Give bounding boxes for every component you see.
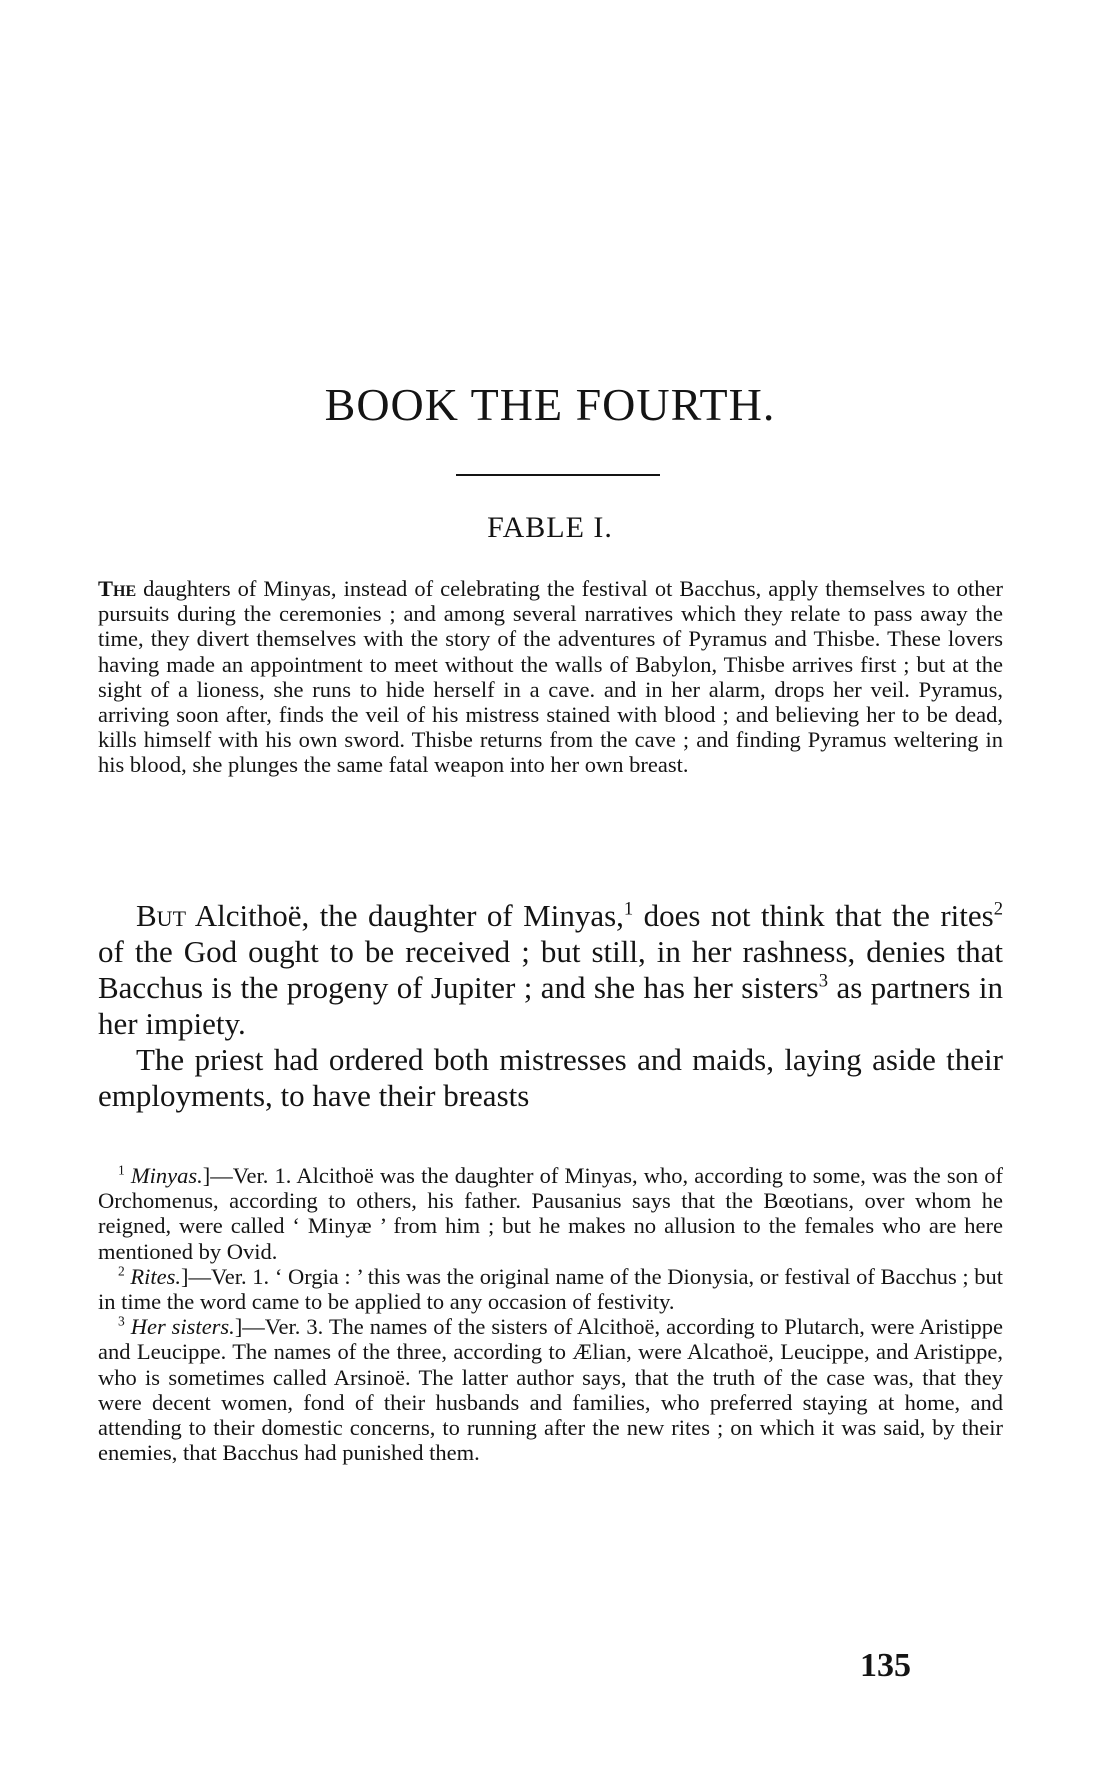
paragraph-1-part-a: Alcithoë, the daughter of Minyas, — [186, 898, 624, 933]
footnote-ref-3: 3 — [818, 970, 829, 992]
fable-argument — [98, 576, 1003, 778]
paragraph-1-part-b: does not think that the rites — [633, 898, 994, 933]
footnotes — [98, 1163, 1003, 1465]
footnote-ref-2: 2 — [993, 898, 1003, 920]
footnote-ref-1: 1 — [623, 898, 634, 920]
footnote-mark: 1 — [118, 1162, 125, 1178]
argument-text: daughters of Minyas, instead of celebrating the festival ot Bacchus, apply themselves to other pursuits during the ceremonies ; and among several narratives which they relate to pass away the time, they divert themselves with the story of the adventures of Pyramus and Thisbe. These lovers having made an appointment to meet without the walls of Babylon, Thisbe arrives first ; but at the sight of a lioness, she runs to hide herself in a cave. and in her alarm, drops her veil. Pyramus, arriving soon after, finds the veil of his mistress stained with blood ; and believing her to be dead, kills himself with his own sword. Thisbe returns from the cave ; and finding Pyramus weltering in his blood, she plunges the same fatal weapon into her own breast. — [98, 576, 1003, 778]
footnote-term: Minyas. — [130, 1163, 203, 1188]
fable-title: FABLE I. — [487, 511, 613, 544]
paragraph-1-part-c: of the God ought to be received ; but still, in her rashness, denies that Bacchus is the progeny of Jupiter ; and she has her sisters — [98, 934, 1003, 1005]
book-title: BOOK THE FOURTH. — [324, 379, 776, 430]
argument-lead-word: The — [98, 576, 137, 601]
footnote-2 — [98, 1264, 1003, 1314]
page-number: 135 — [860, 1647, 911, 1684]
footnote-term: Her sisters. — [130, 1314, 235, 1340]
paragraph-1-part-d: as partners in her impiety. — [98, 970, 1003, 1041]
main-paragraph-1 — [98, 898, 1003, 1042]
title-divider-rule — [456, 474, 660, 476]
footnote-term: Rites. — [130, 1263, 182, 1289]
main-text — [98, 898, 1003, 1114]
main-paragraph-2: The priest had ordered both mistresses and maids, laying aside their employments, to have their breasts — [98, 1042, 1003, 1113]
paragraph-lead-word: But — [136, 898, 187, 933]
footnote-1 — [98, 1163, 1003, 1264]
footnote-3 — [98, 1314, 1003, 1465]
footnote-text: ]—Ver. 1. ‘ Orgia : ’ this was the original name of the Dionysia, or festival of Bacchus ; but in time the word came to be applied to any occasion of festivity. — [98, 1263, 1004, 1315]
footnote-text: ]—Ver. 3. The names of the sisters of Alcithoë, according to Plutarch, were Aristippe and Leucippe. The names of the three, according to Ælian, were Alcathoë, Leucippe, and Aristippe, who is sometimes called Arsinoë. The latter author says, that the truth of the case was, that they were decent women, fond of their husbands and families, who preferred staying at home, and attending to their domestic concerns, to running after the new rites ; on which it was said, by their enemies, that Bacchus had punished them. — [98, 1314, 1003, 1466]
footnote-text: ]—Ver. 1. Alcithoë was the daughter of Minyas, who, according to some, was the son of Orchomenus, according to others, his father. Pausanius says that the Bœotians, over whom he reigned, were called ‘ Minyæ ’ from him ; but he makes no allusion to the females who are here mentioned by Ovid. — [98, 1163, 1003, 1264]
footnote-mark: 3 — [118, 1313, 125, 1329]
footnote-mark: 2 — [118, 1263, 125, 1279]
